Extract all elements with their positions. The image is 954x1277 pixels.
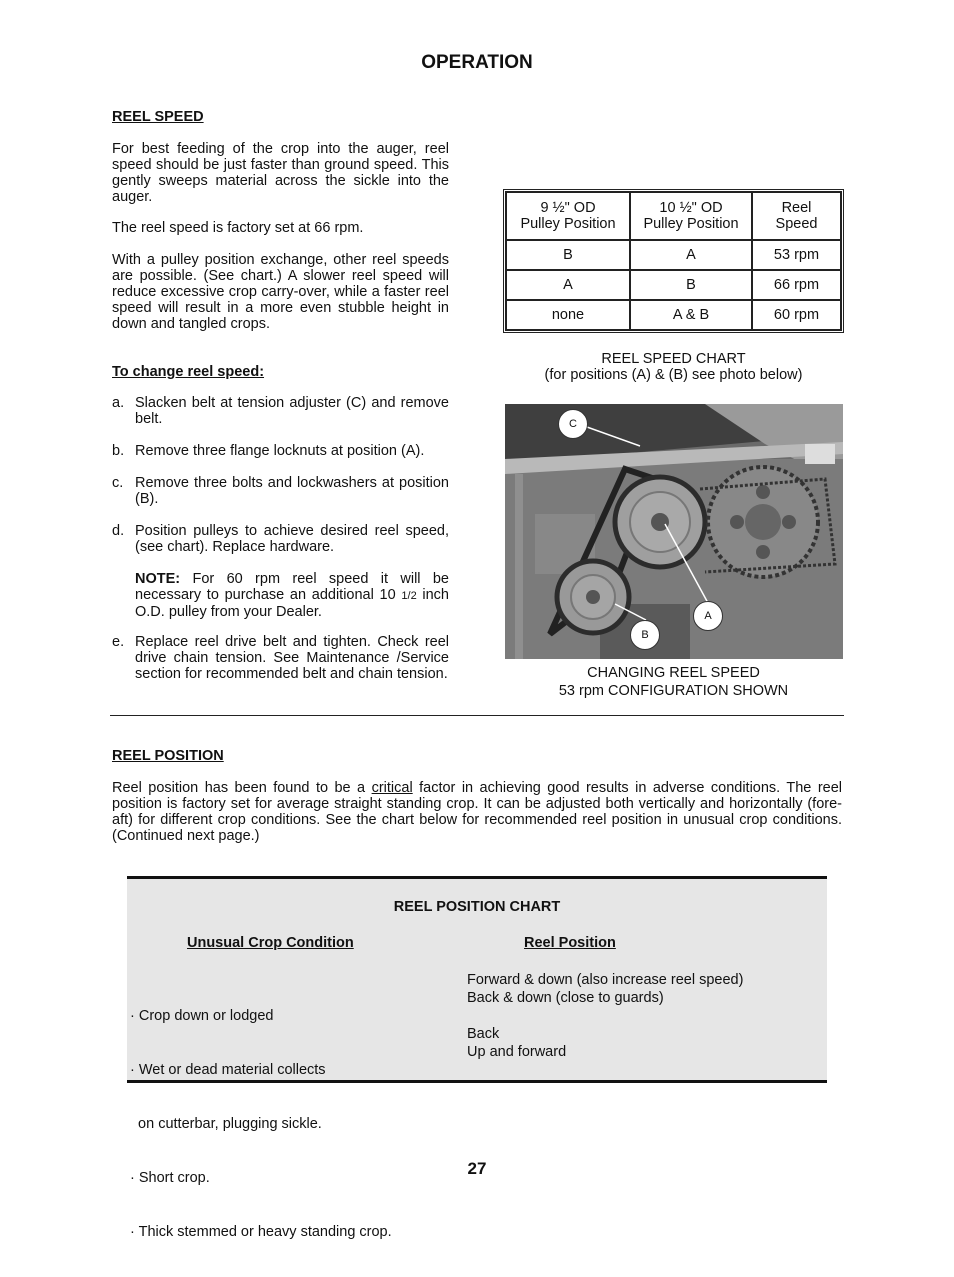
table-cell: A & B (630, 300, 752, 330)
list-item (467, 1007, 822, 1025)
page-title: OPERATION (421, 52, 533, 73)
reel-position-paragraph: Reel position has been found to be a critical factor in achieving good results in adverse conditions. The reel position is factory set for average straight standing crop. It can be adjusted both vertically and horizontally (fore-aft) for different crop conditions. See the chart below for recommended reel position in unusual crop conditions. (Continued next page.) (112, 780, 842, 844)
page-number: 27 (467, 1159, 487, 1178)
callout-c: C (558, 409, 588, 439)
step-d (112, 523, 449, 555)
note (135, 571, 449, 620)
list-item: · Thick stemmed or heavy standing crop. (130, 1224, 392, 1240)
callout-a: A (693, 601, 723, 631)
list-item: · Short crop. (130, 1170, 210, 1186)
note-label: NOTE: (135, 571, 181, 587)
list-item: on cutterbar, plugging sickle. (130, 1116, 322, 1132)
step-text: Remove three flange locknuts at position (A). (135, 443, 425, 459)
header-cell: 9 ½" OD Pulley Position (506, 192, 630, 240)
critical-word: critical (371, 780, 413, 796)
step-text: Remove three bolts and lockwashers at position (B). (135, 475, 449, 507)
reel-speed-heading: REEL SPEED (112, 109, 204, 125)
list-item: Back & down (close to guards) (467, 990, 664, 1006)
reel-drive-photo (505, 404, 843, 659)
step-label: a. (112, 395, 125, 411)
step-label: b. (112, 443, 125, 459)
list-item: · Wet or dead material collects (130, 1062, 326, 1078)
change-reel-speed-heading: To change reel speed: (112, 364, 265, 380)
table-row (506, 270, 841, 300)
position-list (467, 971, 822, 1061)
note-fraction: 1/2 (401, 590, 417, 602)
note-text-1: For 60 rpm reel speed it will be necessary to purchase an additional 10 (135, 571, 449, 603)
table-caption-title: REEL SPEED CHART (601, 351, 746, 367)
table-header-row (506, 192, 841, 240)
step-a (112, 395, 449, 427)
table-cell: 53 rpm (752, 240, 841, 270)
table-caption (503, 351, 844, 383)
list-item: · Crop down or lodged (130, 1008, 274, 1024)
header-cell: Reel Speed (752, 192, 841, 240)
section-divider (110, 715, 844, 716)
step-b (112, 443, 449, 459)
reel-position-chart-title: REEL POSITION CHART (393, 899, 561, 915)
condition-list (130, 971, 460, 1277)
table-cell: 66 rpm (752, 270, 841, 300)
table-cell: A (506, 270, 630, 300)
reel-position-heading: REEL POSITION (112, 748, 224, 764)
list-item: Back (467, 1026, 500, 1042)
callout-b: B (630, 620, 660, 650)
list-item: Forward & down (also increase reel speed) (467, 972, 744, 988)
step-label: e. (112, 634, 125, 650)
photo-caption (503, 664, 844, 700)
table-caption-note: (for positions (A) & (B) see photo below) (544, 367, 803, 383)
col-head-condition: Unusual Crop Condition (187, 935, 354, 951)
table-row (506, 240, 841, 270)
col-head-position: Reel Position (524, 935, 616, 951)
reel-drive-illustration (505, 404, 843, 659)
step-text: Replace reel drive belt and tighten. Check reel drive chain tension. See Maintenance /Service section for recommended belt and chain tension. (135, 634, 449, 682)
table-cell: B (630, 270, 752, 300)
step-c (112, 475, 449, 507)
table-cell: none (506, 300, 630, 330)
photo-caption-note: 53 rpm CONFIGURATION SHOWN (558, 683, 789, 699)
table-row (506, 300, 841, 330)
list-item: Up and forward (467, 1044, 567, 1060)
table-cell: A (630, 240, 752, 270)
step-text: Position pulleys to achieve desired reel speed, (see chart). Replace hardware. (135, 523, 449, 555)
photo-caption-title: CHANGING REEL SPEED (587, 665, 760, 681)
step-e (112, 634, 449, 682)
table-cell: B (506, 240, 630, 270)
header-cell: 10 ½" OD Pulley Position (630, 192, 752, 240)
reel-speed-paragraph-3: With a pulley position exchange, other reel speeds are possible. (See chart.) A slower reel speed will reduce excessive crop carry-over, while a faster reel speed will result in a more even stubble height in down and tangled crops. (112, 252, 449, 332)
step-label: c. (112, 475, 124, 491)
reel-speed-table (503, 189, 844, 333)
step-label: d. (112, 523, 125, 539)
note-text-2: inch O.D. pulley from your Dealer. (135, 587, 449, 620)
reel-speed-paragraph-1: For best feeding of the crop into the auger, reel speed should be just faster than ground speed. This gently sweeps material across the sickle into the auger. (112, 141, 449, 205)
table-cell: 60 rpm (752, 300, 841, 330)
reel-speed-paragraph-2: The reel speed is factory set at 66 rpm. (112, 220, 364, 236)
step-text: Slacken belt at tension adjuster (C) and remove belt. (135, 395, 449, 427)
